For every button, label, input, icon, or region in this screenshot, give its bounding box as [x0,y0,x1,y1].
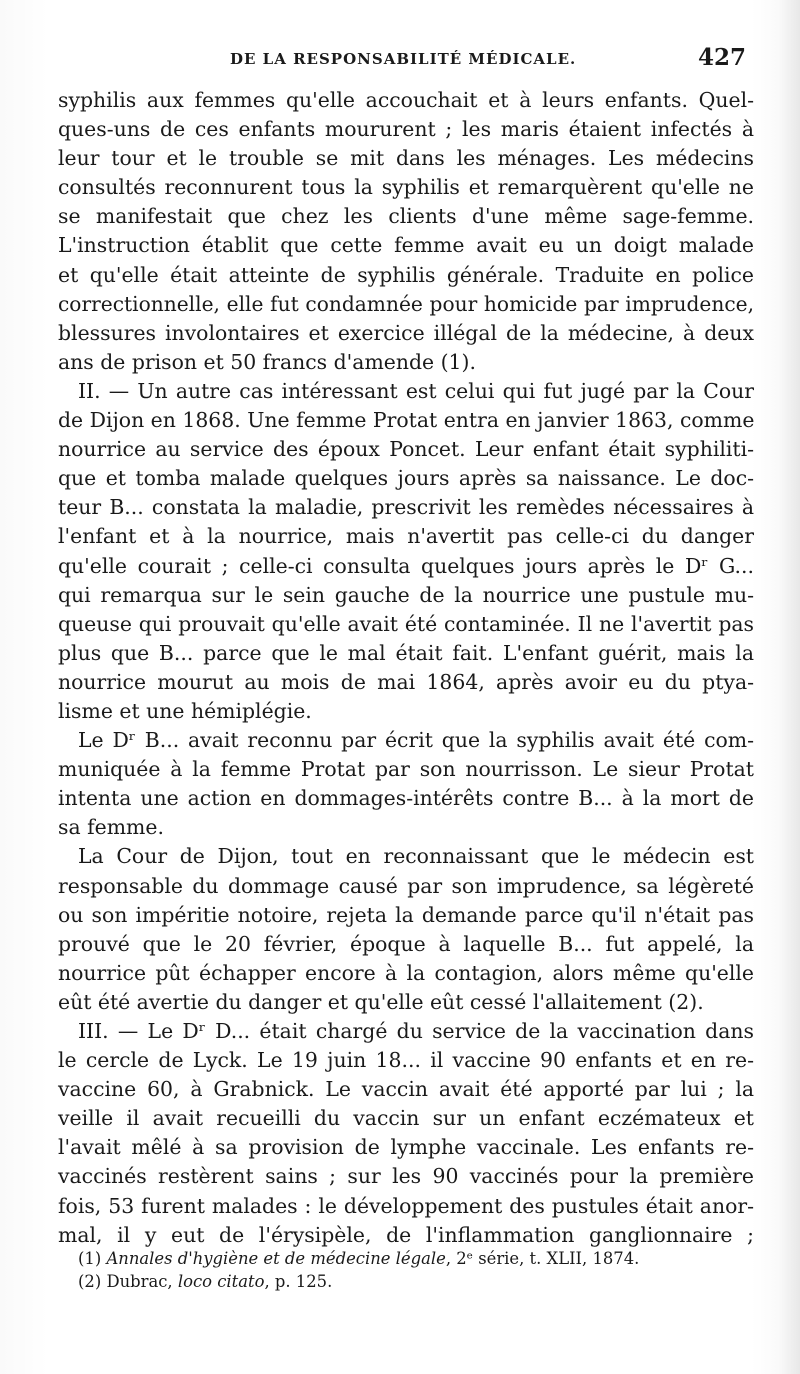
text-line: prouvé que le 20 février, époque à laquelle B... fut appelé, la [58,931,754,956]
footnote-author: Dubrac, [106,1272,178,1291]
text-line: sa femme. [58,815,164,840]
text-line: le cercle de Lyck. Le 19 juin 18... il vaccine 90 enfants et en re- [58,1048,754,1073]
text-line: que et tomba malade quelques jours après sa naissance. Le doc- [58,466,754,491]
text-line: l'enfant et à la nourrice, mais n'avertit pas celle-ci du danger [58,524,754,549]
text-line: teur B... constata la maladie, prescrivit les remèdes nécessaires à [58,495,754,520]
text-line: mal, il y eut de l'érysipèle, de l'inflammation ganglionnaire ; [58,1222,754,1247]
text-line: blessures involontaires et exercice illégal de la médecine, à deux [58,320,754,345]
text-line: II. — Un autre cas intéressant est celui qui fut jugé par la Cour [78,378,754,403]
text-line: plus que B... parce que le mal était fait. L'enfant guérit, mais la [58,640,754,665]
footnote [78,1270,754,1293]
text-line: de Dijon en 1868. Une femme Protat entra en janvier 1863, comme [58,408,755,433]
text-line: lisme et une hémiplégie. [58,698,312,723]
text-line: et qu'elle était atteinte de syphilis générale. Traduite en police [58,262,754,287]
footnote-marker: (1) [78,1249,107,1268]
text-line: L'instruction établit que cette femme avait eu un doigt malade [58,233,754,258]
page-number: 427 [697,44,746,71]
text-line: La Cour de Dijon, tout en reconnaissant que le médecin est [78,844,754,869]
text-line: qu'elle courait ; celle-ci consulta quelques jours après le Dʳ G... [58,553,754,578]
footnote-citation: , p. 125. [264,1272,333,1291]
text-line: l'avait mêlé à sa provision de lymphe vaccinale. Les enfants re- [58,1135,754,1160]
text-line: ou son impéritie notoire, rejeta la demande parce qu'il n'était pas [58,902,754,927]
text-line: eût été avertie du danger et qu'elle eût cessé l'allaitement (2). [58,989,704,1014]
text-line: vaccine 60, à Grabnick. Le vaccin avait été apporté par lui ; la [58,1077,754,1102]
text-line: se manifestait que chez les clients d'une même sage-femme. [58,204,754,229]
text-line: vaccinés restèrent sains ; sur les 90 vaccinés pour la première [58,1164,754,1189]
text-line: ques-uns de ces enfants moururent ; les maris étaient infectés à [58,117,754,142]
text-line: ans de prison et 50 francs d'amende (1). [58,349,476,374]
text-line: consultés reconnurent tous la syphilis et remarquèrent qu'elle ne [58,175,754,200]
footnote-title: loco citato [177,1272,265,1291]
text-line: leur tour et le trouble se mit dans les ménages. Les médecins [58,146,754,171]
footnote-citation: , 2ᵉ série, t. XLII, 1874. [445,1249,640,1268]
text-line: queuse qui prouvait qu'elle avait été contaminée. Il ne l'avertit pas [58,611,754,636]
text-line: nourrice mourut au mois de mai 1864, après avoir eu du ptya- [58,669,754,694]
text-line: qui remarqua sur le sein gauche de la nourrice une pustule mu- [58,582,754,607]
running-head: DE LA RESPONSABILITÉ MÉDICALE. [230,50,577,68]
body-text [58,86,754,1250]
text-line: responsable du dommage causé par son imprudence, sa légèreté [58,873,754,898]
footnote-marker: (2) [78,1272,107,1291]
text-line: correctionnelle, elle fut condamnée pour homicide par imprudence, [58,291,754,316]
text-line: fois, 53 furent malades : le développement des pustules était anor- [58,1193,754,1218]
text-line: syphilis aux femmes qu'elle accouchait et à leurs enfants. Quel- [58,88,754,112]
page-header [58,44,758,80]
page-edge-shadow [778,0,800,1374]
text-line: muniquée à la femme Protat par son nourrisson. Le sieur Protat [58,757,754,782]
text-line: III. — Le Dʳ D... était chargé du service de la vaccination dans [78,1019,754,1043]
footnotes [78,1247,754,1293]
text-line: veille il avait recueilli du vaccin sur un enfant eczémateux et [58,1106,754,1131]
text-line: intenta une action en dommages-intérêts contre B... à la mort de [58,786,754,811]
text-line: nourrice pût échapper encore à la contagion, alors même qu'elle [58,960,754,985]
footnote [78,1247,754,1270]
footnote-title: Annales d'hygiène et de médecine légale [106,1249,446,1268]
text-line: Le Dʳ B... avait reconnu par écrit que la syphilis avait été com- [78,728,754,753]
text-line: nourrice au service des époux Poncet. Leur enfant était syphiliti- [58,437,754,462]
